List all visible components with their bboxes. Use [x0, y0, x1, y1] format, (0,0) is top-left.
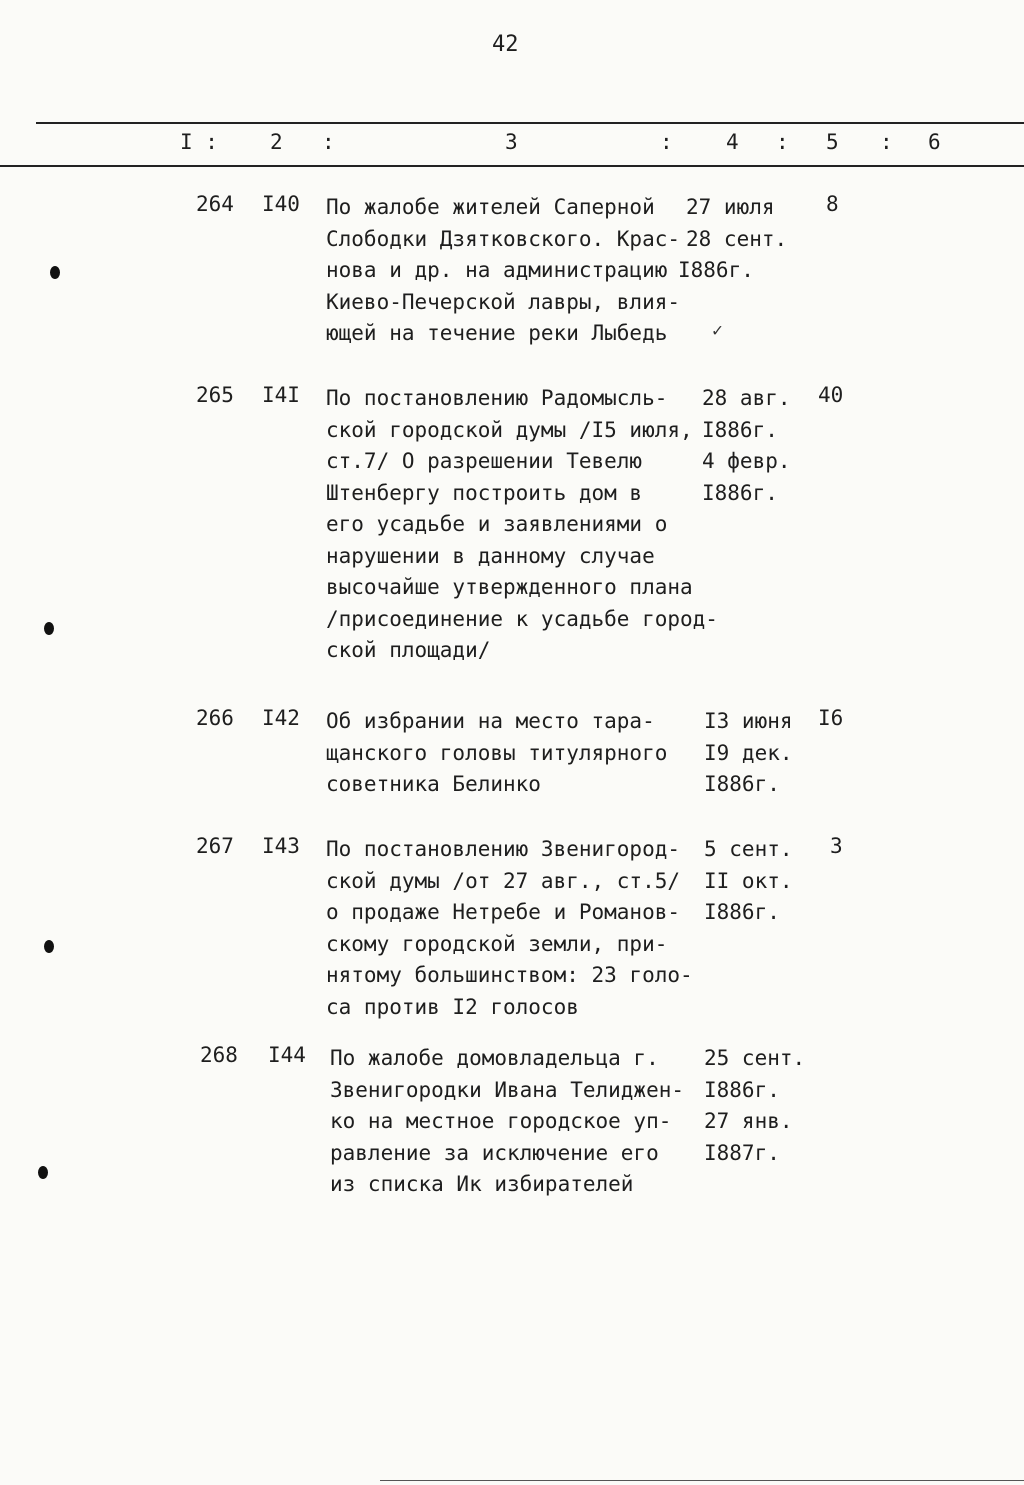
row-description — [326, 192, 680, 350]
text-line: Штенбергу построить дом в — [326, 480, 643, 505]
text-line: Звенигородки Ивана Телиджен- — [330, 1077, 685, 1102]
text-line: ст.7/ О разрешении Тевелю — [326, 449, 643, 473]
header-col-1: I : — [180, 130, 218, 154]
text-line: советника Белинко — [326, 772, 541, 796]
row-file-number: I44 — [268, 1043, 306, 1067]
header-sep-3: : — [776, 130, 789, 154]
date-line: I886г. — [702, 480, 778, 505]
header-col-4: 4 — [726, 130, 739, 154]
date-line: II окт. — [704, 868, 793, 893]
row-description — [330, 1043, 684, 1201]
text-line: ской думы /от 27 авг., ст.5/ — [326, 868, 681, 893]
text-line: ской площади/ — [326, 638, 491, 662]
text-line: нова и др. на администрацию — [326, 258, 668, 282]
header-bottom-rule — [0, 165, 1024, 167]
text-line: ской городской думы /I5 июля, — [326, 417, 693, 442]
row-dates — [704, 706, 793, 801]
row-number: 265 — [196, 383, 234, 407]
header-sep-2: : — [660, 130, 673, 154]
row-file-number: I42 — [262, 706, 300, 730]
date-line: I3 июня — [704, 709, 793, 733]
text-line: нарушении в данному случае — [326, 543, 655, 568]
date-line: 27 янв. — [704, 1109, 793, 1133]
date-line: 4 февр. — [702, 449, 791, 473]
row-sheets: 8 — [826, 192, 839, 216]
row-number: 266 — [196, 706, 234, 730]
date-line: 28 сент. — [686, 226, 788, 251]
bottom-rule — [380, 1480, 1024, 1481]
text-line: равление за исключение его — [330, 1140, 659, 1165]
text-line: о продаже Нетребе и Романов- — [326, 900, 681, 924]
date-line: 27 июля — [686, 195, 775, 219]
text-line: Слободки Дзятковского. Крас- — [326, 226, 681, 251]
text-line: По жалобе жителей Саперной — [326, 195, 655, 219]
text-line: По постановлению Радомысль- — [326, 386, 668, 410]
row-dates — [678, 192, 788, 287]
binding-hole-mark — [44, 622, 54, 635]
date-line: I886г. — [702, 417, 778, 442]
row-sheets: 40 — [818, 383, 844, 407]
header-col-6: 6 — [928, 130, 941, 154]
row-description — [326, 834, 693, 1023]
date-line: I886г. — [704, 772, 780, 796]
page-number: 42 — [492, 32, 519, 57]
text-line: из списка Ик избирателей — [330, 1172, 634, 1196]
text-line: са против I2 голосов — [326, 994, 579, 1019]
text-line: нятому большинством: 23 голо- — [326, 963, 693, 987]
text-line: щанского головы титулярного — [326, 740, 668, 765]
date-line: I886г. — [678, 258, 754, 282]
row-file-number: I4I — [262, 383, 300, 407]
date-line: 28 авг. — [702, 386, 791, 410]
header-sep-4: : — [880, 130, 893, 154]
text-line: его усадьбе и заявлениями о — [326, 512, 668, 536]
row-number: 268 — [200, 1043, 238, 1067]
row-description — [326, 383, 718, 667]
binding-hole-mark — [50, 266, 60, 279]
text-line: /присоединение к усадьбе город- — [326, 606, 718, 631]
text-line: высочайше утвержденного плана — [326, 575, 693, 599]
row-number: 264 — [196, 192, 234, 216]
date-line: I886г. — [704, 1077, 780, 1102]
row-sheets: 3 — [830, 834, 843, 858]
header-col-3: 3 — [505, 130, 518, 154]
text-line: ющей на течение реки Лыбедь — [326, 321, 668, 345]
row-file-number: I40 — [262, 192, 300, 216]
header-col-2: 2 — [270, 130, 283, 154]
check-mark: ✓ — [712, 320, 723, 341]
text-line: Киево-Печерской лавры, влия- — [326, 289, 681, 314]
binding-hole-mark — [38, 1166, 48, 1179]
row-dates — [702, 383, 791, 509]
date-line: 25 сент. — [704, 1046, 806, 1070]
text-line: По постановлению Звенигород- — [326, 837, 681, 861]
header-top-rule — [36, 122, 1024, 124]
date-line: I887г. — [704, 1140, 780, 1165]
row-sheets: I6 — [818, 706, 844, 730]
row-file-number: I43 — [262, 834, 300, 858]
row-number: 267 — [196, 834, 234, 858]
text-line: ко на местное городское уп- — [330, 1109, 672, 1133]
date-line: I9 дек. — [704, 740, 793, 765]
date-line: 5 сент. — [704, 837, 793, 861]
binding-hole-mark — [44, 940, 54, 953]
date-line: I886г. — [704, 900, 780, 924]
row-dates — [704, 834, 793, 929]
row-description — [326, 706, 667, 801]
text-line: скому городской земли, при- — [326, 931, 668, 956]
text-line: Об избрании на место тара- — [326, 709, 655, 733]
text-line: По жалобе домовладельца г. — [330, 1046, 659, 1070]
header-sep-1: : — [322, 130, 335, 154]
header-col-5: 5 — [826, 130, 839, 154]
row-dates — [704, 1043, 805, 1169]
